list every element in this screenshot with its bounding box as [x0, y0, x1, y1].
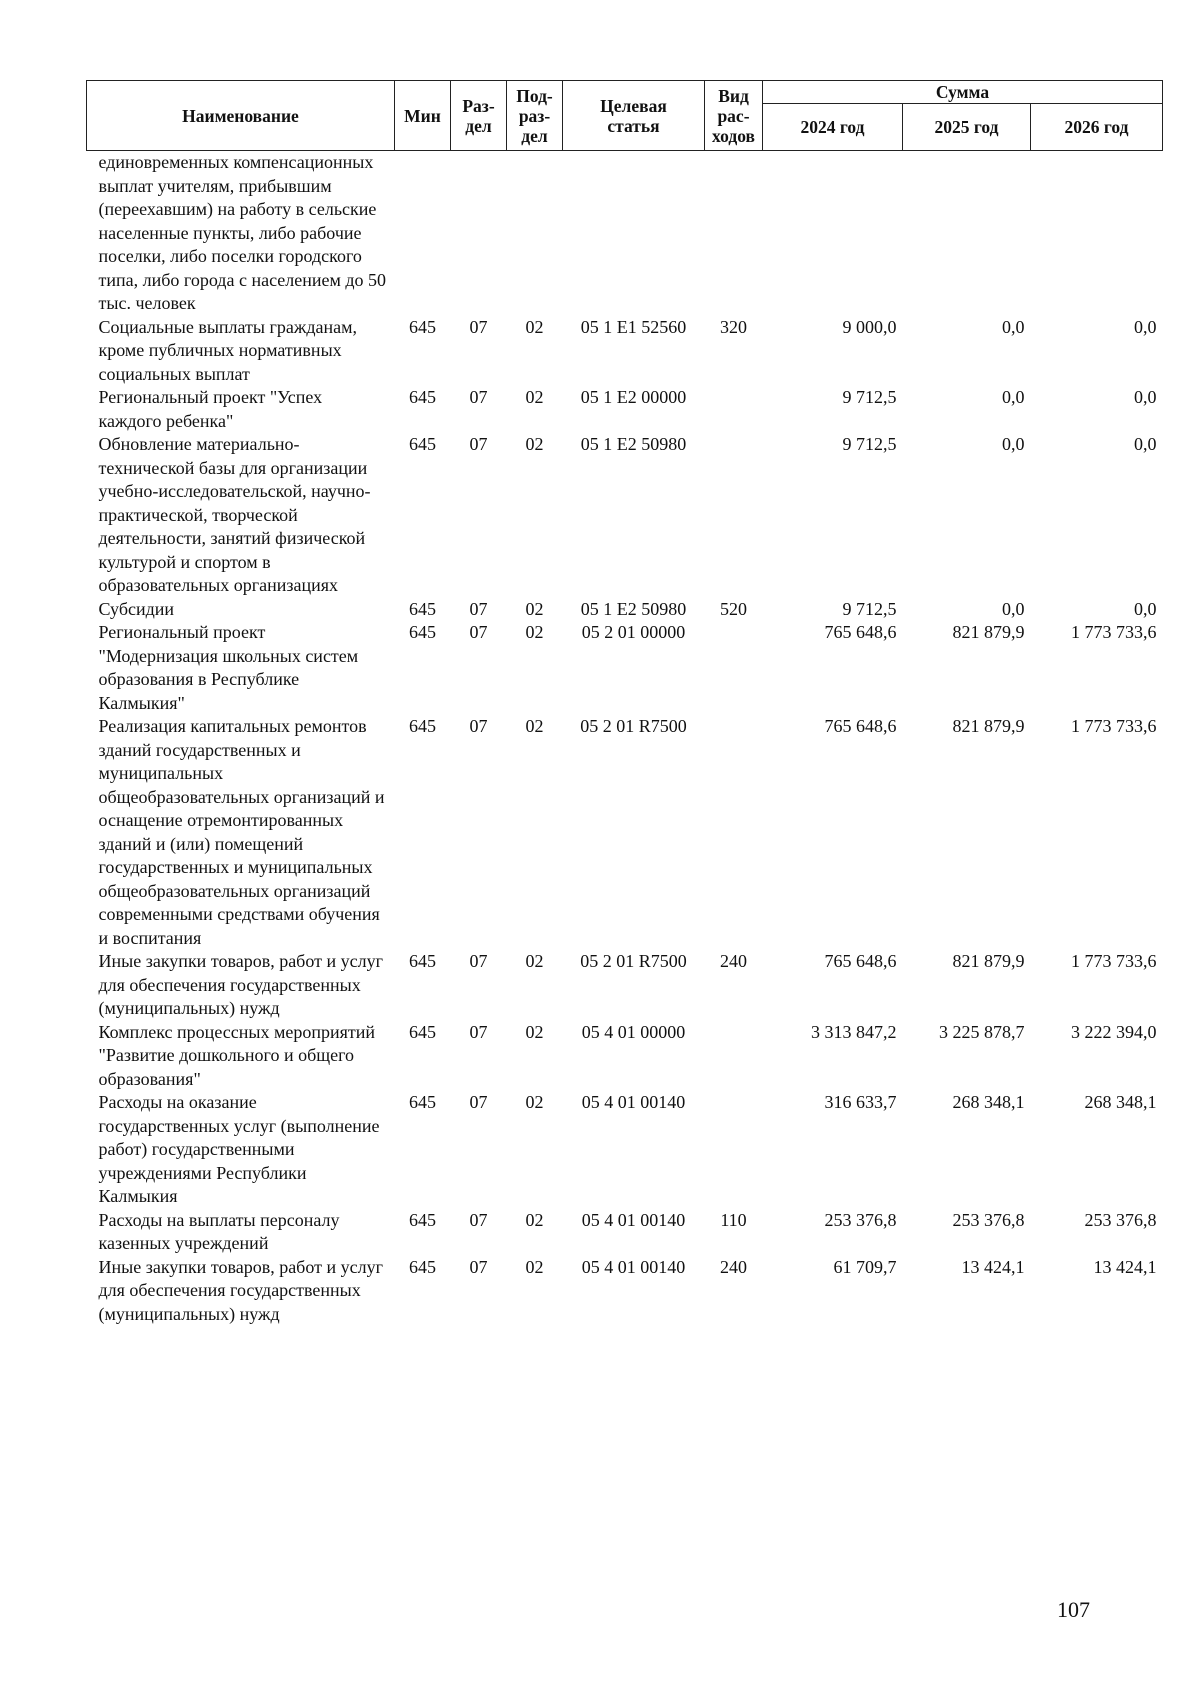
cell-name: Региональный проект "Модернизация школьных систем образования в Республике Калмыкия"	[98, 622, 359, 713]
cell-podrazdel: 02	[525, 1092, 544, 1112]
cell-vid-rashodov	[705, 386, 763, 433]
header-summa: Сумма	[763, 81, 1163, 104]
cell-amount-2026: 268 348,1	[1084, 1092, 1157, 1112]
cell-amount-2025: 13 424,1	[961, 1256, 1025, 1277]
cell-razdel: 07	[469, 1256, 488, 1277]
cell-min: 645	[409, 316, 436, 337]
cell-vid-rashodov	[705, 1021, 763, 1092]
cell-vid-rashodov: 320	[720, 316, 747, 337]
cell-amount-2025: 0,0	[1002, 387, 1025, 407]
cell-name: Расходы на выплаты персоналу казенных учреждений	[98, 1209, 340, 1253]
cell-amount-2024: 765 648,6	[824, 951, 897, 971]
cell-min: 645	[409, 1256, 436, 1277]
header-celevaya-statya: Целевая статья	[563, 81, 705, 151]
header-name: Наименование	[87, 81, 395, 151]
cell-vid-rashodov: 520	[720, 598, 747, 619]
cell-podrazdel: 02	[525, 1209, 544, 1230]
header-min: Мин	[395, 81, 451, 151]
cell-name: единовременных компенсационных выплат учителям, прибывшим (переехавшим) на работу в сельские населенные пункты, либо рабочие поселки, либо поселки городского типа, либо города с населением до 50 тыс. человек	[98, 152, 387, 313]
cell-celevaya-statya: 05 2 01 00000	[581, 622, 686, 642]
table-row	[87, 433, 1163, 598]
budget-table	[86, 80, 1163, 1326]
cell-amount-2024: 253 376,8	[824, 1209, 897, 1230]
table-row	[87, 598, 1163, 622]
cell-amount-2025	[903, 151, 1031, 316]
cell-podrazdel: 02	[525, 951, 544, 971]
cell-podrazdel: 02	[525, 1256, 544, 1277]
cell-celevaya-statya: 05 1 E2 00000	[580, 387, 687, 407]
cell-name: Социальные выплаты гражданам, кроме публичных нормативных социальных выплат	[98, 316, 357, 384]
cell-min: 645	[409, 951, 436, 971]
cell-vid-rashodov	[705, 621, 763, 715]
cell-amount-2024: 9 712,5	[842, 434, 897, 454]
cell-celevaya-statya: 05 1 E2 50980	[580, 598, 687, 619]
cell-celevaya-statya	[563, 151, 705, 316]
cell-celevaya-statya: 05 4 01 00140	[581, 1209, 686, 1230]
cell-celevaya-statya: 05 4 01 00140	[581, 1256, 686, 1277]
cell-amount-2026: 0,0	[1134, 387, 1157, 407]
cell-amount-2026: 1 773 733,6	[1071, 622, 1157, 642]
cell-min: 645	[409, 1021, 436, 1042]
cell-vid-rashodov	[705, 1091, 763, 1209]
cell-amount-2025: 0,0	[1002, 434, 1025, 454]
cell-podrazdel: 02	[525, 434, 544, 454]
cell-razdel	[451, 151, 507, 316]
cell-razdel: 07	[469, 716, 488, 736]
cell-amount-2024: 316 633,7	[824, 1092, 897, 1112]
header-year-2026: 2026 год	[1031, 104, 1163, 151]
table-row	[87, 316, 1163, 387]
table-body	[87, 151, 1163, 1327]
table-row	[87, 1256, 1163, 1327]
cell-vid-rashodov	[705, 715, 763, 950]
cell-amount-2026: 1 773 733,6	[1071, 951, 1157, 971]
cell-celevaya-statya: 05 1 E2 50980	[580, 434, 687, 454]
cell-amount-2025: 821 879,9	[952, 622, 1025, 642]
cell-razdel: 07	[469, 1092, 488, 1112]
cell-razdel: 07	[469, 434, 488, 454]
header-vid-rashodov: Вид рас- ходов	[705, 81, 763, 151]
cell-podrazdel: 02	[525, 598, 544, 619]
cell-min: 645	[409, 434, 436, 454]
cell-podrazdel: 02	[525, 316, 544, 337]
cell-name: Иные закупки товаров, работ и услуг для обеспечения государственных (муниципальных) нужд	[98, 951, 383, 1018]
cell-celevaya-statya: 05 4 01 00000	[581, 1021, 686, 1042]
cell-amount-2025: 268 348,1	[952, 1092, 1025, 1112]
cell-amount-2025: 0,0	[1002, 316, 1025, 337]
cell-amount-2025: 3 225 878,7	[939, 1021, 1025, 1042]
cell-razdel: 07	[469, 1209, 488, 1230]
cell-amount-2026: 0,0	[1134, 598, 1157, 619]
cell-name: Иные закупки товаров, работ и услуг для обеспечения государственных (муниципальных) нужд	[98, 1256, 383, 1324]
cell-amount-2024: 61 709,7	[833, 1256, 897, 1277]
cell-amount-2026: 0,0	[1134, 434, 1157, 454]
cell-amount-2024: 3 313 847,2	[811, 1021, 897, 1042]
cell-min	[395, 151, 451, 316]
table-row	[87, 386, 1163, 433]
cell-amount-2026: 13 424,1	[1093, 1256, 1157, 1277]
cell-amount-2025: 0,0	[1002, 598, 1025, 619]
header-podrazdel: Под- раз- дел	[507, 81, 563, 151]
header-year-2024: 2024 год	[763, 104, 903, 151]
cell-vid-rashodov: 240	[720, 951, 747, 971]
cell-vid-rashodov: 110	[720, 1209, 747, 1230]
cell-razdel: 07	[469, 951, 488, 971]
cell-razdel: 07	[469, 598, 488, 619]
cell-name: Региональный проект "Успех каждого ребенка"	[98, 387, 323, 431]
table-row	[87, 1021, 1163, 1092]
cell-min: 645	[409, 622, 436, 642]
cell-amount-2024: 765 648,6	[824, 716, 897, 736]
table-row	[87, 715, 1163, 950]
cell-min: 645	[409, 1092, 436, 1112]
cell-amount-2024	[763, 151, 903, 316]
cell-amount-2026: 1 773 733,6	[1071, 716, 1157, 736]
cell-vid-rashodov	[705, 151, 763, 316]
cell-min: 645	[409, 716, 436, 736]
cell-razdel: 07	[469, 387, 488, 407]
cell-min: 645	[409, 1209, 436, 1230]
cell-podrazdel	[507, 151, 563, 316]
cell-amount-2026	[1031, 151, 1163, 316]
cell-razdel: 07	[469, 622, 488, 642]
cell-razdel: 07	[469, 316, 488, 337]
cell-amount-2025: 253 376,8	[952, 1209, 1025, 1230]
cell-min: 645	[409, 598, 436, 619]
cell-name: Комплекс процессных мероприятий "Развитие дошкольного и общего образования"	[98, 1021, 376, 1089]
cell-razdel: 07	[469, 1021, 488, 1042]
header-razdel: Раз- дел	[451, 81, 507, 151]
table-row	[87, 1209, 1163, 1256]
table-row	[87, 621, 1163, 715]
cell-amount-2024: 9 712,5	[842, 598, 897, 619]
cell-celevaya-statya: 05 4 01 00140	[581, 1092, 686, 1112]
cell-name: Обновление материально-технической базы для организации учебно-исследовательской, научно-практической, творческой деятельности, занятий физической культурой и спортом в образовательных организациях	[98, 434, 371, 595]
table-row	[87, 151, 1163, 316]
cell-amount-2024: 9 712,5	[842, 387, 897, 407]
cell-celevaya-statya: 05 2 01 R7500	[580, 716, 687, 736]
cell-amount-2024: 9 000,0	[842, 316, 897, 337]
cell-name: Реализация капитальных ремонтов зданий государственных и муниципальных общеобразовательных организаций и оснащение отремонтированных зданий и (или) помещений государственных и муниципальных общеобразовательных организаций современными средствами обучения и воспитания	[98, 716, 385, 948]
cell-podrazdel: 02	[525, 716, 544, 736]
cell-amount-2026: 3 222 394,0	[1071, 1021, 1157, 1042]
cell-celevaya-statya: 05 1 E1 52560	[580, 316, 687, 337]
table-row	[87, 950, 1163, 1021]
cell-amount-2026: 0,0	[1134, 316, 1157, 337]
page-number: 107	[1057, 1597, 1090, 1622]
cell-vid-rashodov: 240	[720, 1256, 747, 1277]
header-year-2025: 2025 год	[903, 104, 1031, 151]
cell-vid-rashodov	[705, 433, 763, 598]
table-header	[87, 81, 1163, 151]
cell-podrazdel: 02	[525, 387, 544, 407]
cell-min: 645	[409, 387, 436, 407]
cell-amount-2025: 821 879,9	[952, 951, 1025, 971]
cell-celevaya-statya: 05 2 01 R7500	[580, 951, 687, 971]
cell-podrazdel: 02	[525, 622, 544, 642]
cell-amount-2024: 765 648,6	[824, 622, 897, 642]
cell-amount-2025: 821 879,9	[952, 716, 1025, 736]
cell-podrazdel: 02	[525, 1021, 544, 1042]
cell-name: Расходы на оказание государственных услуг (выполнение работ) государственными учреждениями Республики Калмыкия	[98, 1092, 380, 1206]
cell-amount-2026: 253 376,8	[1084, 1209, 1157, 1230]
cell-name: Субсидии	[98, 598, 175, 619]
table-row	[87, 1091, 1163, 1209]
